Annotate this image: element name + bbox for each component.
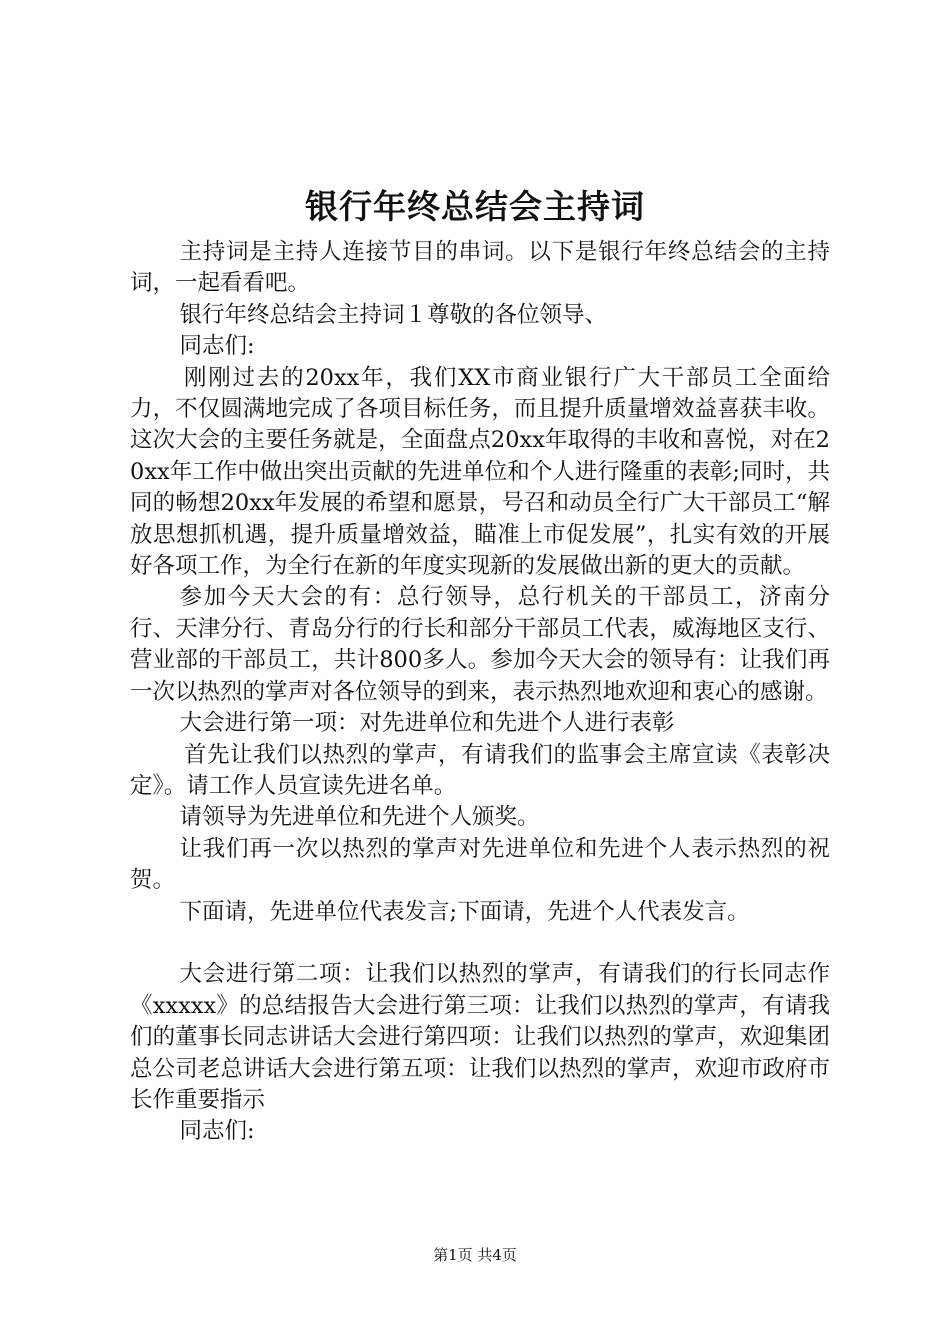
- agenda-items-paragraph: 大会进行第二项：让我们以热烈的掌声，有请我们的行长同志作《xxxxx》的总结报告大会进行第三项：让我们以热烈的掌声，有请我们的董事长同志讲话大会进行第四项：让我们以热烈的掌声，欢迎集团总公司老总讲话大会进行第五项：让我们以热烈的掌声，欢迎市政府市长作重要指示: [130, 961, 830, 1113]
- document-title: 银行年终总结会主持词: [305, 187, 645, 226]
- paragraph-gap: [130, 928, 830, 959]
- speech-heading-paragraph: 银行年终总结会主持词１尊敬的各位领导、: [179, 301, 608, 328]
- page-number-footer: 第1页 共4页: [433, 1246, 517, 1264]
- document-body: [130, 237, 830, 1148]
- commendation-paragraph: 首先让我们以热烈的掌声，有请我们的监事会主席宣读《表彰决定》。请工作人员宣读先进名单。: [130, 741, 830, 799]
- agenda-item-one-paragraph: 大会进行第一项：对先进单位和先进个人进行表彰: [179, 710, 675, 737]
- intro-paragraph: 主持词是主持人连接节目的串词。以下是银行年终总结会的主持词，一起看看吧。: [130, 239, 830, 297]
- representative-speech-paragraph: 下面请，先进单位代表发言;下面请，先进个人代表发言。: [179, 898, 750, 925]
- award-paragraph: 请领导为先进单位和先进个人颁奖。: [179, 804, 540, 831]
- congratulation-paragraph: 让我们再一次以热烈的掌声对先进单位和先进个人表示热烈的祝贺。: [130, 835, 830, 894]
- salutation-paragraph: 同志们:: [179, 333, 255, 360]
- attendees-paragraph: 参加今天大会的有：总行领导，总行机关的干部员工，济南分行、天津分行、青岛分行的行长和部分干部员工代表，威海地区支行、营业部的干部员工，共计800多人。参加今天大会的领导有：让我们再一次以热烈的掌声对各位领导的到来，表示热烈地欢迎和衷心的感谢。: [130, 584, 830, 705]
- review-paragraph: 刚刚过去的20xx年，我们XX市商业银行广大干部员工全面给力，不仅圆满地完成了各项目标任务，而且提升质量增效益喜获丰收。这次大会的主要任务就是，全面盘点20xx年取得的丰收和喜悦，对在20xx年工作中做出突出贡献的先进单位和个人进行隆重的表彰;同时，共同的畅想20xx年发展的希望和愿景，号召和动员全行广大干部员工“解放思想抓机遇，提升质量增效益，瞄准上市促发展”，扎实有效的开展好各项工作，为全行在新的年度实现新的发展做出新的更大的贡献。: [130, 364, 830, 580]
- closing-salutation-paragraph: 同志们:: [179, 1118, 255, 1145]
